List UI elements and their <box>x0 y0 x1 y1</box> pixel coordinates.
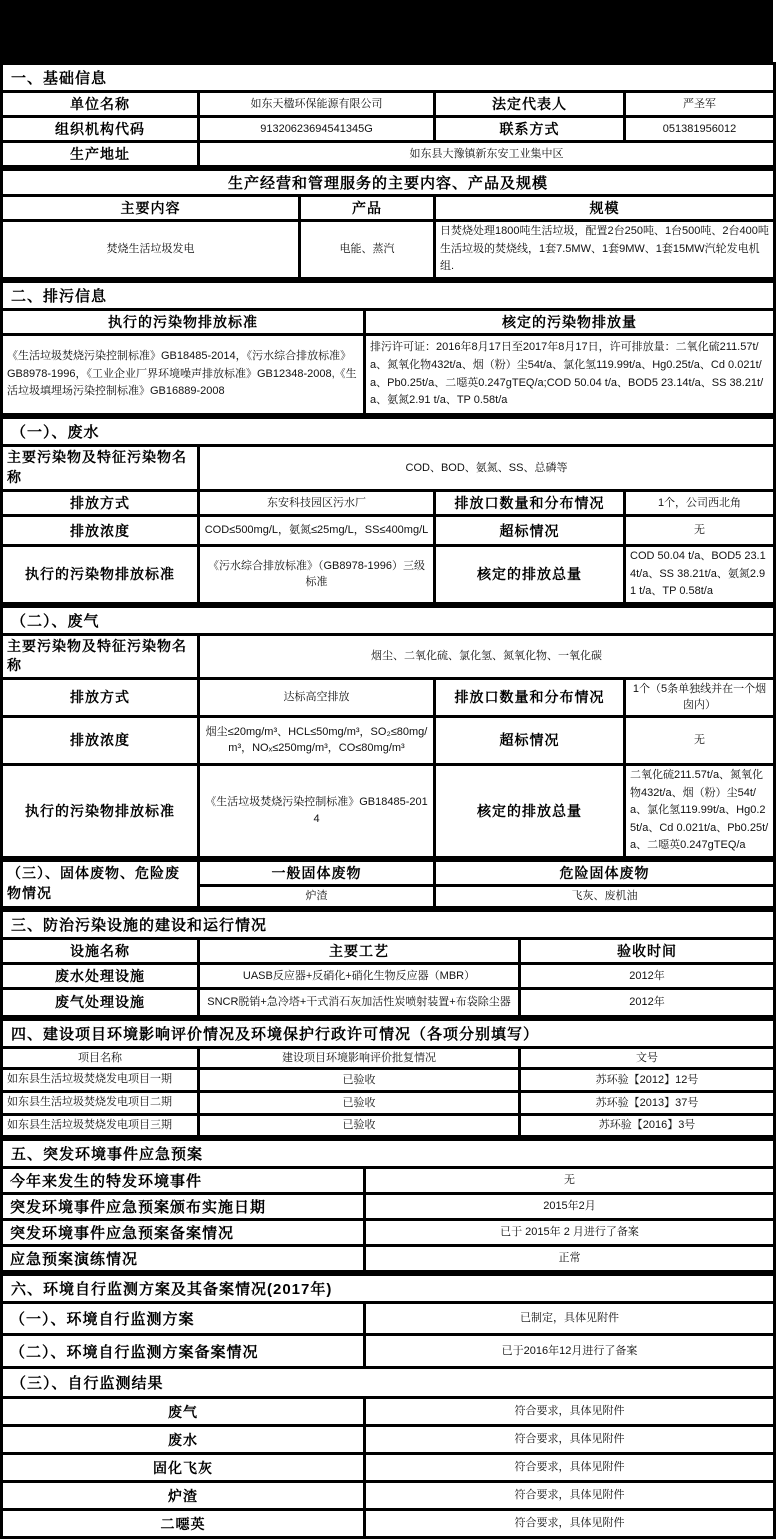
org-code-label: 组织机构代码 <box>2 117 199 142</box>
project-name: 如东县生活垃圾焚烧发电项目二期 <box>2 1092 199 1115</box>
contact-label: 联系方式 <box>435 117 625 142</box>
discharge-info-table <box>0 280 776 416</box>
business-product: 电能、蒸汽 <box>300 221 435 279</box>
top-black-bar <box>0 0 773 62</box>
section5-title: 五、突发环境事件应急预案 <box>2 1140 775 1168</box>
project-name-header: 项目名称 <box>2 1047 199 1069</box>
unit-name-value: 如东天楹环保能源有限公司 <box>199 92 435 117</box>
wastewater-table <box>0 416 776 605</box>
facility-name-header: 设施名称 <box>2 938 199 963</box>
section6-title: 六、环境自行监测方案及其备案情况(2017年) <box>2 1275 775 1303</box>
business-scale: 日焚烧处理1800吨生活垃圾，配置2台250吨、1台500吨、2台400吨生活垃圾的焚烧线，1套7.5MW、1套9MW、1套15MW汽轮发电机组. <box>435 221 775 279</box>
table-row <box>2 1426 775 1454</box>
monitor-filing-label: （二）、环境自行监测方案备案情况 <box>2 1335 365 1368</box>
result-item-label: 固化飞灰 <box>2 1454 365 1482</box>
eia-table <box>0 1018 776 1138</box>
table-row <box>2 92 775 117</box>
basic-info-table <box>0 62 776 168</box>
table-row <box>2 988 775 1016</box>
result-item-value: 符合要求，具体见附件 <box>365 1454 775 1482</box>
project-doc: 苏环验【2016】3号 <box>520 1114 775 1137</box>
table-row <box>2 1398 775 1426</box>
wg-standard-label: 执行的污染物排放标准 <box>2 764 199 857</box>
wg-total-label: 核定的排放总量 <box>435 764 625 857</box>
project-name: 如东县生活垃圾焚烧发电项目三期 <box>2 1114 199 1137</box>
table-row <box>2 1194 775 1220</box>
project-doc-header: 文号 <box>520 1047 775 1069</box>
result-item-value: 符合要求，具体见附件 <box>365 1510 775 1538</box>
project-status: 已验收 <box>199 1092 520 1115</box>
solid-waste-table <box>0 859 776 909</box>
monitor-plan-value: 已制定，具体见附件 <box>365 1303 775 1335</box>
standards-text: 《生活垃圾焚烧污染控制标准》GB18485-2014，《污水综合排放标准》GB8978-1996，《工业企业厂界环境噪声排放标准》GB12348-2008,《生活垃圾填埋场污染控制标准》GB16889-2008 <box>2 335 365 415</box>
wg-mode-label: 排放方式 <box>2 678 199 716</box>
permitted-text: 排污许可证：2016年8月17日至2017年8月17日，许可排放量：二氧化硫211.57t/a、氮氧化物432t/a、烟（粉）尘54t/a、氯化氢119.99t/a、Hg0.25t/a、Cd 0.021t/a、Pb0.25t/a、二噁英0.247gTEQ/a;COD 50.04 t/a、BOD5 23.14t/a、SS 38.21t/a、氨氮2.91 t/a、TP 0.58t/a <box>365 335 775 415</box>
wastegas-table <box>0 605 776 859</box>
table-row <box>2 196 775 221</box>
wg-pollutants-label: 主要污染物及特征污染物名称 <box>2 634 199 678</box>
plan-issue-date-label: 突发环境事件应急预案颁布实施日期 <box>2 1194 365 1220</box>
ww-pollutants-label: 主要污染物及特征污染物名称 <box>2 446 199 491</box>
table-row <box>2 117 775 142</box>
facility-name: 废气处理设施 <box>2 988 199 1016</box>
wg-standard-value: 《生活垃圾焚烧污染控制标准》GB18485-2014 <box>199 764 435 857</box>
wg-conc-value: 烟尘≤20mg/m³、HCL≤50mg/m³，SO₂≤80mg/m³，NOₓ≤250mg/m³，CO≤80mg/m³ <box>199 716 435 764</box>
emergency-table <box>0 1138 776 1273</box>
hazardous-solid-label: 危险固体废物 <box>435 860 775 885</box>
table-row <box>2 963 775 988</box>
table-row <box>2 1168 775 1194</box>
table-row <box>2 1114 775 1137</box>
self-monitoring-table <box>0 1273 776 1539</box>
table-row <box>2 1220 775 1246</box>
wg-outlets-label: 排放口数量和分布情况 <box>435 678 625 716</box>
section3-title: 三、防治污染设施的建设和运行情况 <box>2 910 775 938</box>
table-row <box>2 142 775 167</box>
result-item-label: 炉渣 <box>2 1482 365 1510</box>
ww-total-label: 核定的排放总量 <box>435 546 625 604</box>
facility-process-header: 主要工艺 <box>199 938 520 963</box>
project-status-header: 建设项目环境影响评价批复情况 <box>199 1047 520 1069</box>
permitted-col-header: 核定的污染物排放量 <box>365 310 775 335</box>
facility-name: 废水处理设施 <box>2 963 199 988</box>
emergency-event-label: 今年来发生的特发环境事件 <box>2 1168 365 1194</box>
table-row <box>2 491 775 516</box>
ww-exceed-label: 超标情况 <box>435 516 625 546</box>
plan-filing-value: 已于 2015年 2 月进行了备案 <box>365 1220 775 1246</box>
section4-title: 四、建设项目环境影响评价情况及环境保护行政许可情况（各项分别填写） <box>2 1019 775 1047</box>
monitor-results-title: （三）、自行监测结果 <box>2 1368 775 1398</box>
section2-title: 二、排污信息 <box>2 282 775 310</box>
wg-total-value: 二氧化硫211.57t/a、氮氧化物432t/a、烟（粉）尘54t/a、氯化氢119.99t/a、Hg0.25t/a、Cd 0.021t/a、Pb0.25t/a、二噁英0.247gTEQ/a <box>625 764 775 857</box>
table-row <box>2 335 775 415</box>
table-row <box>2 1454 775 1482</box>
result-item-value: 符合要求，具体见附件 <box>365 1482 775 1510</box>
wg-outlets-value: 1个（5条单独线并在一个烟囱内） <box>625 678 775 716</box>
project-doc: 苏环验【2013】37号 <box>520 1092 775 1115</box>
ww-standard-value: 《污水综合排放标准》（GB8978-1996）三级标准 <box>199 546 435 604</box>
contact-value: 051381956012 <box>625 117 775 142</box>
monitor-filing-value: 已于2016年12月进行了备案 <box>365 1335 775 1368</box>
table-row <box>2 546 775 604</box>
wg-exceed-value: 无 <box>625 716 775 764</box>
ww-mode-label: 排放方式 <box>2 491 199 516</box>
facility-time: 2012年 <box>520 963 775 988</box>
project-doc: 苏环验【2012】12号 <box>520 1069 775 1092</box>
table-row <box>2 1482 775 1510</box>
table-row <box>2 1069 775 1092</box>
table-row <box>2 678 775 716</box>
table-row <box>2 938 775 963</box>
plan-drill-value: 正常 <box>365 1246 775 1272</box>
table-row <box>2 716 775 764</box>
plan-filing-label: 突发环境事件应急预案备案情况 <box>2 1220 365 1246</box>
facilities-table <box>0 909 776 1018</box>
wg-pollutants-value: 烟尘、二氧化硫、氯化氢、氮氧化物、一氧化碳 <box>199 634 775 678</box>
table-row <box>2 1303 775 1335</box>
ww-outlets-value: 1个，公司西北角 <box>625 491 775 516</box>
table-row <box>2 221 775 279</box>
result-item-value: 符合要求，具体见附件 <box>365 1426 775 1454</box>
project-status: 已验收 <box>199 1114 520 1137</box>
business-content: 焚烧生活垃圾发电 <box>2 221 300 279</box>
address-value: 如东县大豫镇新东安工业集中区 <box>199 142 775 167</box>
business-header: 生产经营和管理服务的主要内容、产品及规模 <box>2 170 775 196</box>
facility-time: 2012年 <box>520 988 775 1016</box>
emergency-event-value: 无 <box>365 1168 775 1194</box>
scale-col-header: 规模 <box>435 196 775 221</box>
ww-exceed-value: 无 <box>625 516 775 546</box>
ww-total-value: COD 50.04 t/a、BOD5 23.14t/a、SS 38.21t/a、氨氮2.91 t/a、TP 0.58t/a <box>625 546 775 604</box>
monitor-plan-label: （一）、环境自行监测方案 <box>2 1303 365 1335</box>
table-row <box>2 1246 775 1272</box>
general-solid-value: 炉渣 <box>199 885 435 907</box>
table-row <box>2 1047 775 1069</box>
table-row <box>2 860 775 885</box>
table-row <box>2 634 775 678</box>
facility-process: UASB反应器+反硝化+硝化生物反应器（MBR） <box>199 963 520 988</box>
org-code-value: 91320623694541345G <box>199 117 435 142</box>
project-status: 已验收 <box>199 1069 520 1092</box>
ww-conc-label: 排放浓度 <box>2 516 199 546</box>
project-name: 如东县生活垃圾焚烧发电项目一期 <box>2 1069 199 1092</box>
table-row <box>2 1335 775 1368</box>
general-solid-label: 一般固体废物 <box>199 860 435 885</box>
wg-mode-value: 达标高空排放 <box>199 678 435 716</box>
address-label: 生产地址 <box>2 142 199 167</box>
section1-title: 一、基础信息 <box>2 64 775 92</box>
wastewater-title: （一）、废水 <box>2 418 775 446</box>
legal-rep-label: 法定代表人 <box>435 92 625 117</box>
product-col-header: 产品 <box>300 196 435 221</box>
result-item-value: 符合要求，具体见附件 <box>365 1398 775 1426</box>
business-table <box>0 168 776 280</box>
content-col-header: 主要内容 <box>2 196 300 221</box>
hazardous-solid-value: 飞灰、废机油 <box>435 885 775 907</box>
ww-outlets-label: 排放口数量和分布情况 <box>435 491 625 516</box>
standards-col-header: 执行的污染物排放标准 <box>2 310 365 335</box>
solid-waste-title: （三）、固体废物、危险废物情况 <box>2 860 199 907</box>
table-row <box>2 310 775 335</box>
table-row <box>2 1510 775 1538</box>
result-item-label: 废气 <box>2 1398 365 1426</box>
wg-exceed-label: 超标情况 <box>435 716 625 764</box>
plan-drill-label: 应急预案演练情况 <box>2 1246 365 1272</box>
legal-rep-value: 严圣军 <box>625 92 775 117</box>
facility-time-header: 验收时间 <box>520 938 775 963</box>
result-item-label: 二噁英 <box>2 1510 365 1538</box>
facility-process: SNCR脱销+急冷塔+干式消石灰加活性炭喷射装置+布袋除尘器 <box>199 988 520 1016</box>
ww-conc-value: COD≤500mg/L，氨氮≤25mg/L，SS≤400mg/L <box>199 516 435 546</box>
wg-conc-label: 排放浓度 <box>2 716 199 764</box>
wastegas-title: （二）、废气 <box>2 606 775 634</box>
table-row <box>2 1092 775 1115</box>
ww-mode-value: 东安科技园区污水厂 <box>199 491 435 516</box>
table-row <box>2 446 775 491</box>
plan-issue-date-value: 2015年2月 <box>365 1194 775 1220</box>
result-item-label: 废水 <box>2 1426 365 1454</box>
unit-name-label: 单位名称 <box>2 92 199 117</box>
table-row <box>2 764 775 857</box>
ww-pollutants-value: COD、BOD、氨氮、SS、总磷等 <box>199 446 775 491</box>
ww-standard-label: 执行的污染物排放标准 <box>2 546 199 604</box>
table-row <box>2 516 775 546</box>
